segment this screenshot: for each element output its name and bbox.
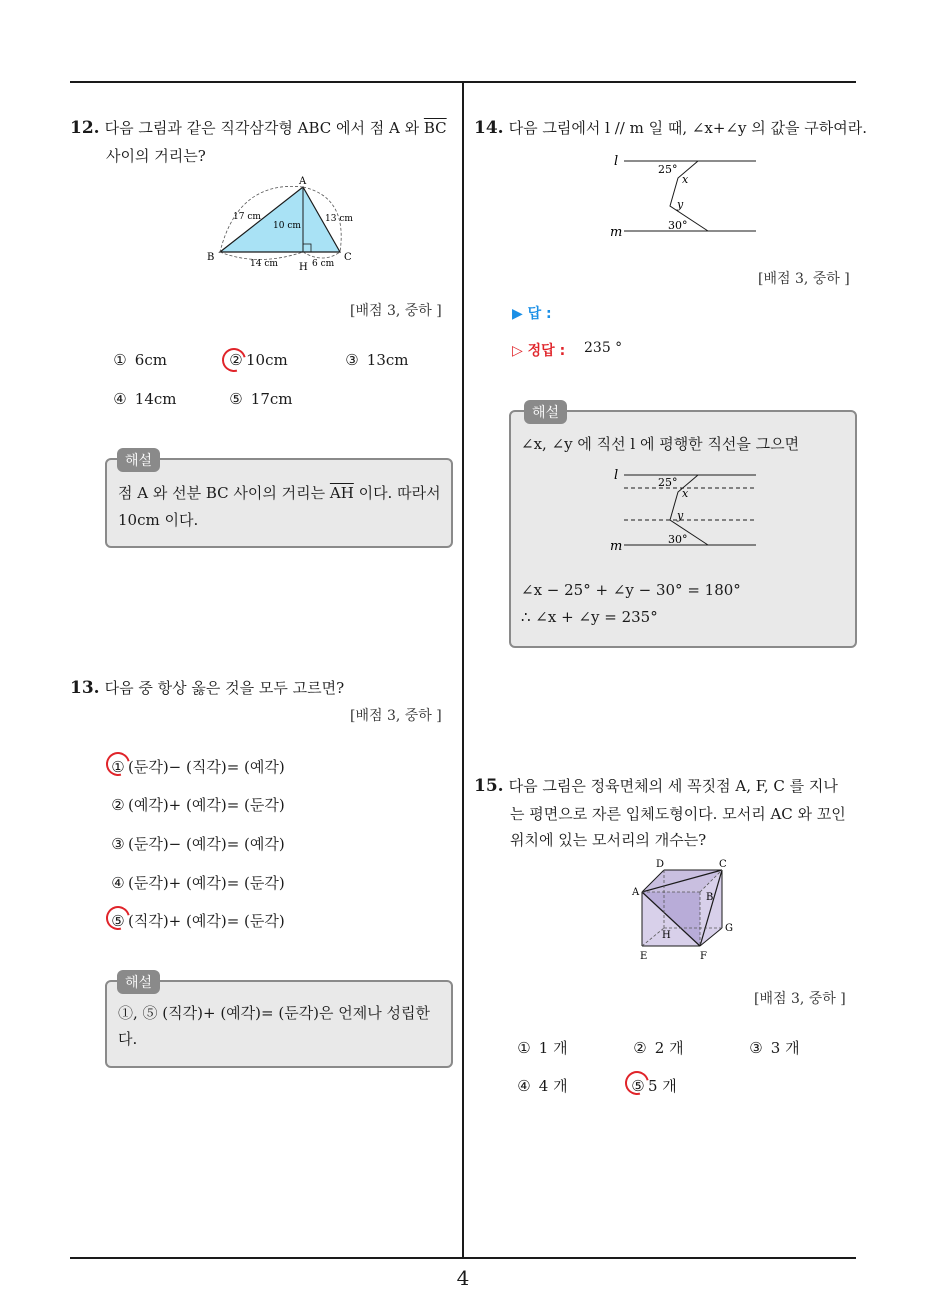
column-divider (462, 81, 464, 1259)
line-l-label: l (614, 468, 619, 483)
answer-label: ▶ 답 : (512, 306, 552, 322)
q12-choice-1[interactable]: ① 6cm (113, 351, 167, 369)
page-number: 4 (456, 1266, 470, 1290)
explanation-tag: 해설 (117, 970, 160, 994)
line-l-label: l (614, 154, 619, 169)
q14-explanation-line1: ∠x, ∠y 에 직선 l 에 평행한 직선을 그으면 (521, 435, 800, 453)
vertex-g-label: G (725, 923, 733, 934)
question-14-score: [배점 3, 중하 ] (758, 271, 850, 287)
angle-30-label: 30° (668, 533, 688, 546)
q12-choice-3[interactable]: ③ 13cm (345, 351, 409, 369)
q12-explanation-line2: 10cm 이다. (118, 511, 199, 529)
question-text: 다음 중 항상 옳은 것을 모두 고르면? (104, 679, 345, 697)
vertex-a-label: A (632, 887, 640, 898)
parallel-lines-figure (606, 150, 762, 240)
answer-mark-icon (218, 344, 251, 377)
q15-choice-4[interactable]: ④ 4 개 (517, 1077, 568, 1095)
vertex-d-label: D (656, 859, 665, 870)
explanation-tag: 해설 (524, 400, 567, 424)
question-number: 13. (70, 678, 100, 698)
question-15-text-line2: 는 평면으로 자른 입체도형이다. 모서리 AC 와 꼬인 (510, 805, 846, 823)
question-number: 12. (70, 118, 100, 138)
question-text: 다음 그림과 같은 직각삼각형 ABC 에서 점 A 와 $\overline{BC}$ (104, 119, 447, 137)
right-triangle-figure (198, 172, 368, 276)
q15-choice-2[interactable]: ② 2 개 (633, 1039, 684, 1057)
question-15-score: [배점 3, 중하 ] (754, 991, 846, 1007)
q12-choice-2[interactable]: ② 10cm (229, 351, 288, 369)
line-m-label: m (610, 225, 623, 240)
question-15-text-line3: 위치에 있는 모서리의 개수는? (510, 831, 707, 849)
q13-explanation-line1: ①, ⑤ (직각)+ (예각)= (둔각)은 언제나 성립한 (118, 1004, 430, 1022)
explanation-tag: 해설 (117, 448, 160, 472)
question-text: 다음 그림은 정육면체의 세 꼭짓점 A, F, C 를 지나 (508, 777, 838, 795)
vertex-a-label: A (299, 176, 307, 187)
vertex-h-label: H (299, 262, 308, 273)
vertex-b-label: B (207, 252, 215, 263)
q13-choice-5[interactable]: ⑤ (직각)+ (예각)= (둔각) (111, 912, 285, 930)
vertex-b-label: B (706, 892, 714, 903)
q12-choice-4[interactable]: ④ 14cm (113, 390, 177, 408)
correct-answer-value: 235 ° (584, 340, 623, 356)
correct-answer-label: ▷ 정답 : (512, 343, 566, 359)
q12-explanation-line1: 점 A 와 선분 BC 사이의 거리는 $\overline{AH}$ 이다. 따라서 (118, 484, 441, 502)
q15-choice-5[interactable]: ⑤ 5 개 (631, 1077, 677, 1095)
q14-explanation-eq1: ∠x − 25° + ∠y − 30° = 180° (521, 581, 741, 599)
q13-choice-1[interactable]: ① (둔각)− (직각)= (예각) (111, 758, 285, 776)
angle-30-label: 30° (668, 219, 688, 232)
q13-choice-3[interactable]: ③ (둔각)− (예각)= (예각) (111, 835, 285, 853)
length-ac-label: 13 cm (325, 214, 353, 224)
question-text: 다음 그림에서 l // m 일 때, ∠x+∠y 의 값을 구하여라. (508, 119, 868, 137)
question-12-score: [배점 3, 중하 ] (350, 303, 442, 319)
q13-explanation-line2: 다. (118, 1030, 138, 1048)
angle-x-label: x (682, 487, 689, 500)
length-bh-label: 14 cm (250, 259, 278, 269)
auxiliary-lines-figure (606, 464, 762, 554)
question-number: 15. (474, 776, 504, 796)
length-hc-label: 6 cm (312, 259, 335, 269)
angle-25-label: 25° (658, 163, 678, 176)
question-15 (474, 772, 838, 800)
question-12-text-line2: 사이의 거리는? (106, 147, 206, 165)
angle-y-label: y (677, 509, 684, 522)
vertex-h-label: H (662, 930, 671, 941)
length-ab-label: 17 cm (233, 212, 261, 222)
question-number: 14. (474, 118, 504, 138)
angle-y-label: y (677, 198, 684, 211)
vertex-e-label: E (640, 951, 648, 962)
question-14 (474, 114, 867, 142)
angle-x-label: x (682, 173, 689, 186)
angle-25-label: 25° (658, 476, 678, 489)
q13-choice-4[interactable]: ④ (둔각)+ (예각)= (둔각) (111, 874, 285, 892)
vertex-c-label: C (344, 252, 352, 263)
line-m-label: m (610, 539, 623, 554)
q13-choice-2[interactable]: ② (예각)+ (예각)= (둔각) (111, 796, 285, 814)
q12-choice-5[interactable]: ⑤ 17cm (229, 390, 293, 408)
question-13 (70, 674, 344, 702)
question-12 (70, 114, 460, 142)
question-13-score: [배점 3, 중하 ] (350, 708, 442, 724)
cube-figure (626, 856, 746, 962)
q15-choice-1[interactable]: ① 1 개 (517, 1039, 568, 1057)
vertex-c-label: C (719, 859, 727, 870)
vertex-f-label: F (700, 951, 707, 962)
length-ah-label: 10 cm (273, 221, 301, 231)
q14-explanation-eq2: ∴ ∠x + ∠y = 235° (521, 608, 658, 626)
q15-choice-3[interactable]: ③ 3 개 (749, 1039, 800, 1057)
